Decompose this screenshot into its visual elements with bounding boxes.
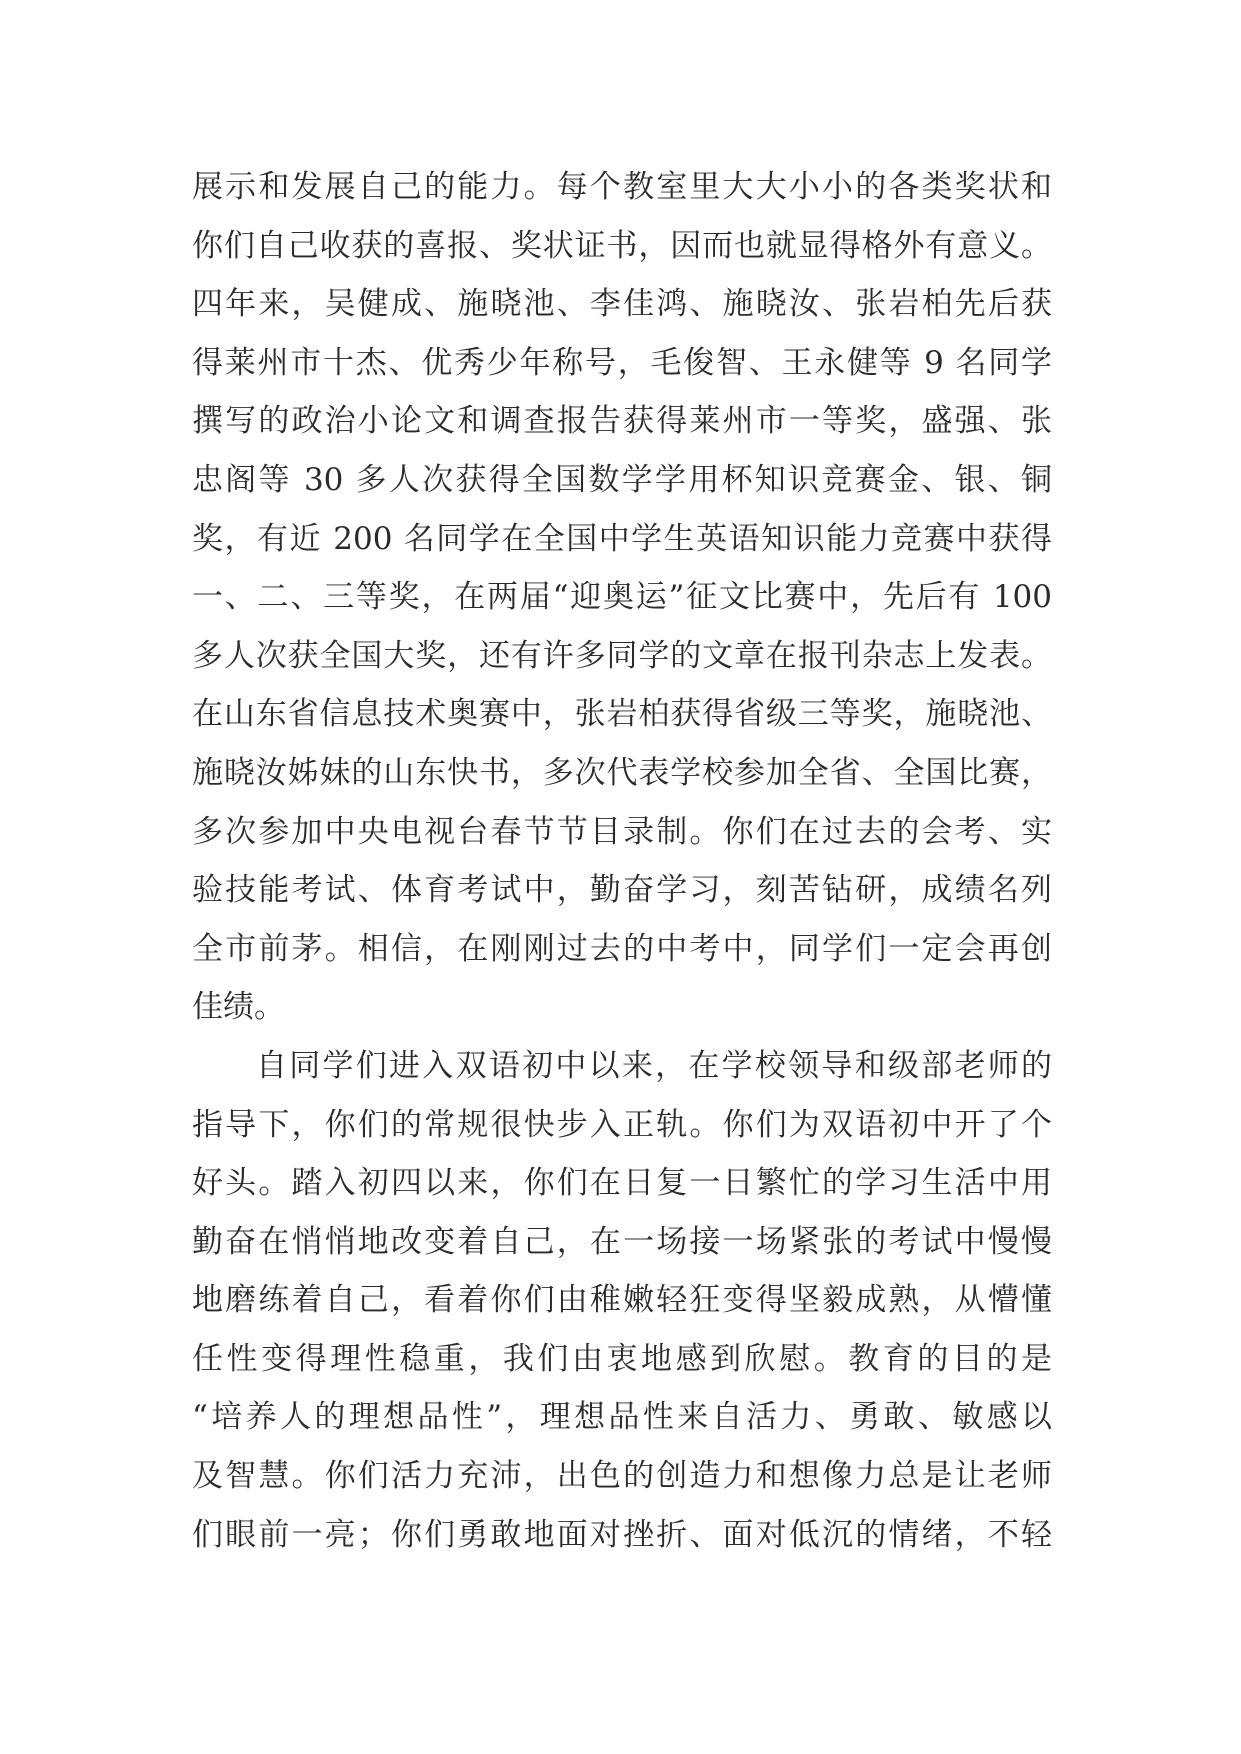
text-line: 四年来，吴健成、施晓池、李佳鸿、施晓汝、张岩柏先后获 [192, 286, 1052, 323]
body-text [192, 158, 1052, 1564]
text-line: 撰写的政治小论文和调查报告获得莱州市一等奖，盛强、张 [192, 403, 1052, 440]
text-line: 得莱州市十杰、优秀少年称号，毛俊智、王永健等 9 名同学 [192, 344, 1052, 381]
text-line: 验技能考试、体育考试中，勤奋学习，刻苦钻研，成绩名列 [192, 872, 1052, 909]
text-line: 全市前茅。相信，在刚刚过去的中考中，同学们一定会再创 [192, 930, 1052, 967]
text-line: 任性变得理性稳重，我们由衷地感到欣慰。教育的目的是 [192, 1340, 1052, 1377]
text-line: 你们自己收获的喜报、奖状证书，因而也就显得格外有意义。 [192, 227, 1052, 264]
text-line: 多人次获全国大奖，还有许多同学的文章在报刊杂志上发表。 [192, 637, 1052, 674]
paragraph-start-line: 自同学们进入双语初中以来，在学校领导和级部老师的 [256, 1047, 1052, 1084]
text-line: 地磨练着自己，看着你们由稚嫩轻狂变得坚毅成熟，从懵懂 [192, 1282, 1052, 1319]
text-line: 在山东省信息技术奥赛中，张岩柏获得省级三等奖，施晓池、 [192, 696, 1052, 733]
text-line: 展示和发展自己的能力。每个教室里大大小小的各类奖状和 [192, 169, 1052, 205]
text-line: 施晓汝姊妹的山东快书，多次代表学校参加全省、全国比赛， [192, 754, 1052, 791]
text-line: 好头。踏入初四以来，你们在日复一日繁忙的学习生活中用 [192, 1165, 1052, 1202]
text-line: 及智慧。你们活力充沛，出色的创造力和想像力总是让老师 [192, 1458, 1052, 1495]
text-line: 忠阁等 30 多人次获得全国数学学用杯知识竞赛金、银、铜 [192, 461, 1052, 498]
text-line: 奖，有近 200 名同学在全国中学生英语知识能力竞赛中获得 [192, 520, 1052, 557]
text-line: 们眼前一亮；你们勇敢地面对挫折、面对低沉的情绪，不轻 [192, 1516, 1052, 1553]
text-line: 指导下，你们的常规很快步入正轨。你们为双语初中开了个 [192, 1106, 1052, 1143]
text-line: 勤奋在悄悄地改变着自己，在一场接一场紧张的考试中慢慢 [192, 1223, 1052, 1260]
text-line: “培养人的理想品性”，理想品性来自活力、勇敢、敏感以 [192, 1399, 1052, 1436]
text-line: 多次参加中央电视台春节节目录制。你们在过去的会考、实 [192, 813, 1052, 850]
paragraph-end-line: 佳绩。 [192, 989, 285, 1026]
text-line: 一、二、三等奖，在两届“迎奥运”征文比赛中，先后有 100 [192, 579, 1052, 616]
